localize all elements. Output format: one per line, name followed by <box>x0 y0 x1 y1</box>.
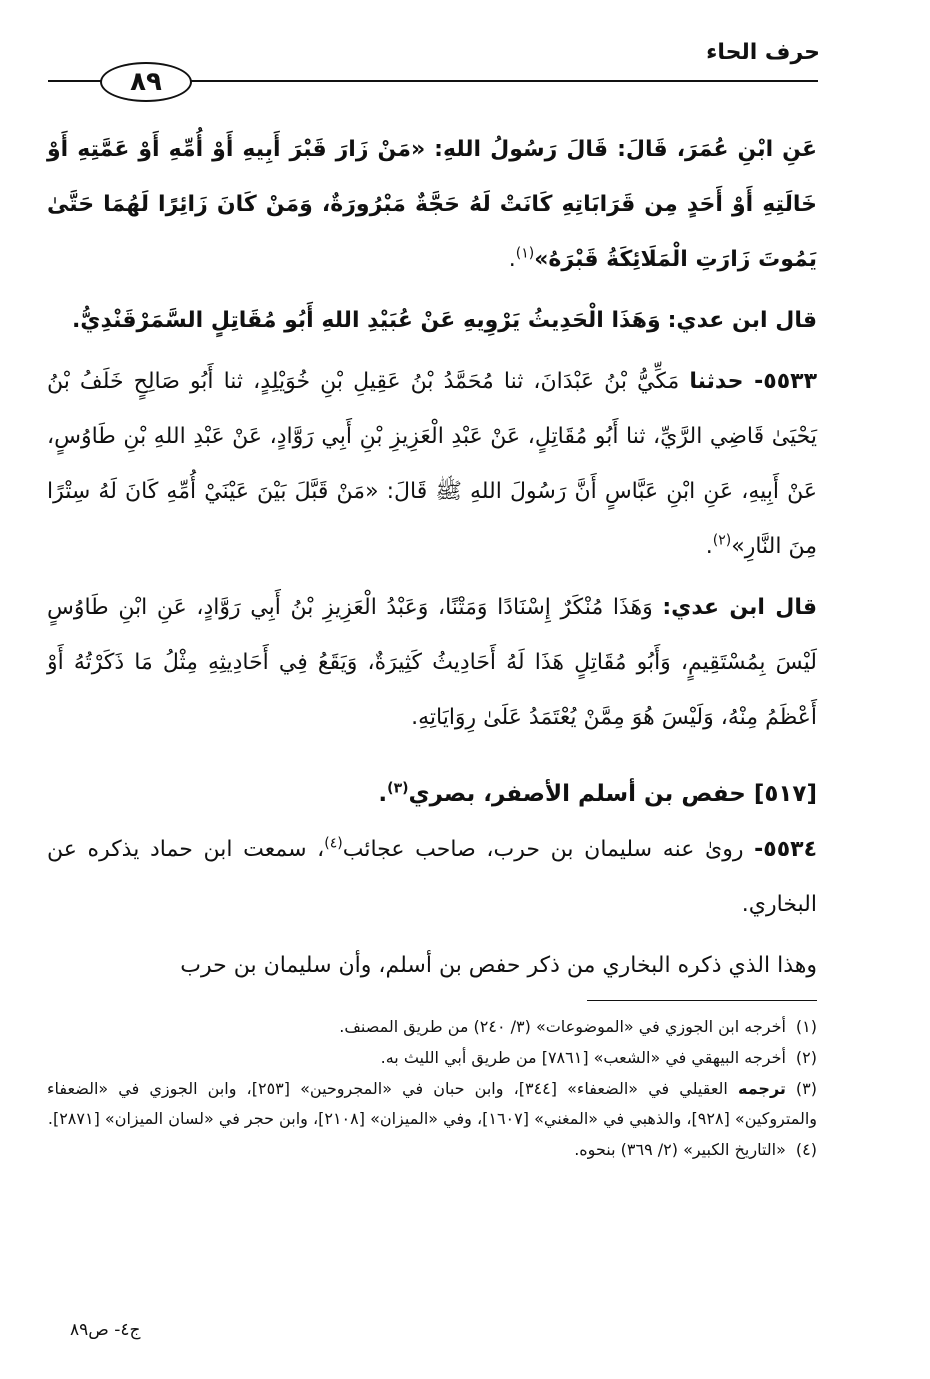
footnote-4 <box>47 1135 817 1165</box>
paragraph-2 <box>47 293 817 348</box>
continuation-text: وهذا الذي ذكره البخاري من ذكر حفص بن أسلم، وأن سليمان بن حرب <box>180 953 817 978</box>
footnotes <box>47 1012 817 1166</box>
paragraph-5 <box>47 822 817 932</box>
entry-text-b: ، سمعت ابن حماد يذكره عن البخاري. <box>47 837 817 917</box>
hadith-text: عَنِ ابْنِ عُمَرَ، قَالَ: قَالَ رَسُولُ اللهِ: «مَنْ زَارَ قَبْرَ أَبِيهِ أَوْ أُمِّهِ أَوْ عَمَّتِهِ أَوْ خَالَتِهِ أَوْ أَحَدٍ مِن قَرَابَاتِهِ كَانَتْ لَهُ حَجَّةٌ مَبْرُورَةٌ، وَمَنْ كَانَ زَائِرًا لَهُمَا حَتَّىٰ يَمُوتَ زَارَتِ الْمَلَائِكَةُ قَبْرَهُ» <box>47 137 817 272</box>
hadith-number: ٥٥٣٣- حدثنا <box>689 369 817 394</box>
footnote-ref-2: (٢) <box>712 532 732 549</box>
paragraph-1: عَنِ ابْنِ عُمَرَ، قَالَ: قَالَ رَسُولُ اللهِ: «مَنْ زَارَ قَبْرَ أَبِيهِ أَوْ أُمِّهِ أَوْ عَمَّتِهِ أَوْ خَالَتِهِ أَوْ أَحَدٍ مِن قَرَابَاتِهِ كَانَتْ لَهُ حَجَّةٌ مَبْرُورَةٌ، وَمَنْ كَانَ زَائِرًا لَهُمَا حَتَّىٰ يَمُوتَ زَارَتِ الْمَلَائِكَةُ قَبْرَهُ»$^{(١)}$. <box>47 137 817 272</box>
footnote-number: (٤) <box>795 1140 817 1159</box>
footnote-number: (٢) <box>795 1048 817 1067</box>
entry-number: ٥٥٣٤- <box>754 837 817 862</box>
speaker-label: قال ابن عدي: <box>667 308 817 333</box>
footnote-3 <box>47 1074 817 1134</box>
footnote-text: أخرجه البيهقي في «الشعب» [٧٨٦١] من طريق أبي الليث به. <box>380 1048 786 1067</box>
entry-text-a: روىٰ عنه سليمان بن حرب، صاحب عجائب <box>342 837 744 862</box>
paragraph-4 <box>47 580 817 745</box>
paragraph-3: ٥٥٣٣- حدثنا مَكِّيُّ بْنُ عَبْدَانَ، ثنا مُحَمَّدُ بْنُ عَقِيلِ بْنِ خُوَيْلِدٍ، ثنا أَبُو صَالِحٍ خَلَفُ بْنُ يَحْيَىٰ قَاضِي الرَّيِّ، ثنا أَبُو مُقَاتِلٍ، عَنْ عَبْدِ الْعَزِيزِ بْنِ أَبِي رَوَّادٍ، عَنْ عَبْدِ اللهِ بْنِ طَاوُسٍ، عَنْ أَبِيهِ، عَنِ ابْنِ عَبَّاسٍ أَنَّ رَسُولَ اللهِ ﷺ قَالَ: «مَنْ قَبَّلَ بَيْنَ عَيْنَيْ أُمِّهِ كَانَ لَهُ سِتْرًا مِنَ النَّارِ»$^{(٢)}$. <box>47 369 817 559</box>
volume-page-folio: ج٤- ص٨٩ <box>70 1320 141 1340</box>
footnote-2 <box>47 1043 817 1073</box>
footnote-text: أخرجه ابن الجوزي في «الموضوعات» (٣/ ٢٤٠) من طريق المصنف. <box>339 1017 786 1036</box>
footnote-text: «التاريخ الكبير» (٢/ ٣٦٩) بنحوه. <box>574 1140 786 1159</box>
speaker-label: قال ابن عدي: <box>662 595 818 620</box>
footnote-lead: ترجمه <box>738 1079 786 1098</box>
page-number-badge <box>100 62 192 102</box>
paragraph-6 <box>47 938 817 993</box>
footnote-number: (٣) <box>795 1079 818 1098</box>
main-text <box>47 122 817 993</box>
footnote-ref-1: (١) <box>515 245 535 262</box>
footnote-text: العقيلي في «الضعفاء» [٣٤٤]، وابن حبان في «المجروحين» [٢٥٣]، وابن الجوزي في «الضعفاء والمتروكين» [٩٢٨]، والذهبي في «المغني» [١٦٠٧]، وفي «الميزان» [٢١٠٨]، وابن حجر في «لسان الميزان» [٢٨٧١]. <box>47 1079 817 1128</box>
hadith-isnad: مَكِّيُّ بْنُ عَبْدَانَ، ثنا مُحَمَّدُ بْنُ عَقِيلِ بْنِ خُوَيْلِدٍ، ثنا أَبُو صَالِحٍ خَلَفُ بْنُ يَحْيَىٰ قَاضِي الرَّيِّ، ثنا أَبُو مُقَاتِلٍ، عَنْ عَبْدِ الْعَزِيزِ بْنِ أَبِي رَوَّادٍ، عَنْ عَبْدِ اللهِ بْنِ طَاوُسٍ، عَنْ أَبِيهِ، عَنِ ابْنِ عَبَّاسٍ أَنَّ رَسُولَ اللهِ ﷺ قَالَ: «مَنْ قَبَّلَ بَيْنَ عَيْنَيْ أُمِّهِ كَانَ لَهُ سِتْرًا مِنَ النَّارِ» <box>47 369 817 559</box>
section-heading: [٥١٧] حفص بن أسلم الأصفر، بصري$^{(٣)}$. <box>378 780 817 807</box>
commentary-text: وَهَذَا مُنْكَرٌ إِسْنَادًا وَمَتْنًا، وَعَبْدُ الْعَزِيزِ بْنُ أَبِي رَوَّادٍ، عَنِ ابْنِ طَاوُسٍ لَيْسَ بِمُسْتَقِيمٍ، وَأَبُو مُقَاتِلٍ هَذَا لَهُ أَحَادِيثُ كَثِيرَةٌ، وَيَقَعُ فِي أَحَادِيثِهِ مِثْلُ مَا ذَكَرْتُهُ أَوْ أَعْظَمُ مِنْهُ، وَلَيْسَ هُوَ مِمَّنْ يُعْتَمَدُ عَلَىٰ رِوَايَاتِهِ. <box>47 595 817 730</box>
footnote-divider <box>587 1000 817 1001</box>
footnote-number: (١) <box>795 1017 817 1036</box>
footnote-ref-4: (٤) <box>324 835 343 852</box>
running-head: حرف الحاء <box>706 40 820 65</box>
footnote-1 <box>47 1012 817 1042</box>
section-title: [٥١٧] حفص بن أسلم الأصفر، بصري <box>408 781 817 807</box>
page-number: ٨٩ <box>130 67 162 97</box>
footnote-ref-3: (٣) <box>387 780 409 797</box>
commentary-text: وَهَذَا الْحَدِيثُ يَرْوِيهِ عَنْ عُبَيْدِ اللهِ أَبُو مُقَاتِلٍ السَّمَرْقَنْدِيُّ. <box>71 308 661 333</box>
